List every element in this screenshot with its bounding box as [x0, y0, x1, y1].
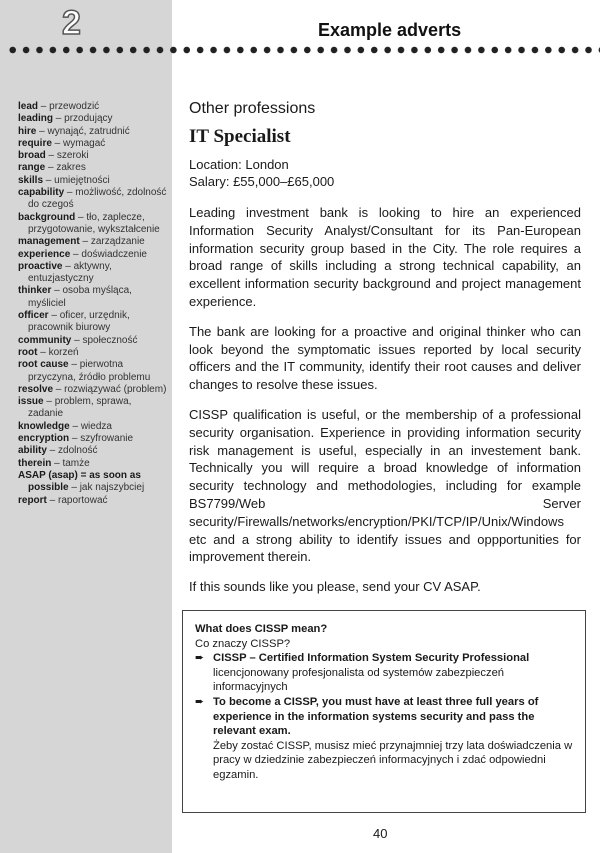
- glossary-separator: –: [36, 125, 48, 137]
- glossary-separator: –: [68, 359, 80, 371]
- dotted-divider: [6, 43, 600, 57]
- advert-paragraph: The bank are looking for a proactive and original thinker who can look beyond the symptomatic issues reported by local security officers and the IT community, identify their root causes and deliver changes to resolve these issues.: [189, 323, 581, 393]
- glossary-entry: [18, 384, 168, 396]
- glossary-definition: korzeń: [48, 346, 79, 358]
- arrow-right-icon: ➨: [195, 695, 205, 708]
- chapter-number: 2: [62, 4, 81, 42]
- glossary-definition: społeczność: [82, 334, 138, 346]
- glossary-definition: problem, sprawa, zadanie: [28, 396, 132, 420]
- info-item-pl: licencjonowany profesjonalista od systemów zabezpieczeń informacyjnych: [213, 666, 505, 694]
- info-question-pl: Co znaczy CISSP?: [195, 637, 291, 650]
- glossary-separator: –: [48, 310, 60, 322]
- glossary-term: broad: [18, 150, 46, 162]
- glossary-definition: zakres: [56, 162, 86, 174]
- glossary-term: hire: [18, 125, 37, 137]
- glossary-entry: [18, 396, 168, 421]
- glossary-separator: –: [79, 236, 91, 248]
- glossary-separator: –: [46, 445, 59, 457]
- glossary-definition: tło, zaplecze, przygotowanie, wykształcenie: [28, 211, 160, 235]
- glossary-term: root cause: [18, 359, 69, 371]
- glossary-definition: zarządzanie: [90, 236, 145, 248]
- glossary-entry: [18, 162, 168, 174]
- glossary-entry: [18, 236, 168, 248]
- glossary-separator: –: [53, 383, 65, 395]
- glossary-term: ability: [18, 445, 47, 457]
- glossary-entry: [18, 347, 168, 359]
- glossary-entry: [18, 150, 168, 162]
- glossary-entry: [18, 359, 168, 384]
- glossary-separator: –: [53, 113, 65, 125]
- glossary-definition: tamże: [62, 457, 90, 469]
- glossary-definition: jak najszybciej: [79, 482, 145, 494]
- glossary-term: encryption: [18, 433, 70, 445]
- glossary-separator: –: [75, 211, 87, 223]
- glossary-entry: [18, 310, 168, 335]
- glossary-definition: szyfrowanie: [80, 433, 134, 445]
- glossary-separator: –: [43, 174, 55, 186]
- glossary-definition: przodujący: [64, 113, 113, 125]
- glossary-separator: –: [38, 101, 50, 112]
- section-heading: Other professions: [189, 100, 316, 117]
- glossary-separator: –: [43, 396, 55, 408]
- glossary-definition: możliwość, zdolność do czegoś: [28, 187, 167, 211]
- glossary-entry: [18, 101, 168, 113]
- glossary-term: capability: [18, 187, 65, 199]
- glossary-entry: [18, 187, 168, 212]
- glossary-separator: –: [45, 150, 57, 162]
- location-line: Location: London: [189, 157, 289, 172]
- glossary-term: skills: [18, 174, 44, 186]
- glossary-entry: [18, 212, 168, 237]
- glossary-entry: [18, 470, 168, 495]
- glossary-definition: wymagać: [63, 137, 106, 149]
- glossary-entry: [18, 421, 168, 433]
- glossary-term: issue: [18, 396, 44, 408]
- glossary-list: [18, 101, 168, 507]
- advert-paragraph: CISSP qualification is useful, or the membership of a professional security organisation. Experience in providing information security risk management is useful, especially in an investement bank. Technically you will require a broad knowledge of information security technology and methodologies, including for example BS7799/Web Server security/Firewalls/networks/encryption/PKI/TCP/IP/Unix/Windows etc and a strong ability to identify issues and oppportunities for improvement therein.: [189, 406, 581, 565]
- glossary-entry: [18, 175, 168, 187]
- glossary-entry: [18, 285, 168, 310]
- glossary-definition: pierwotna przyczyna, źródło problemu: [28, 359, 151, 383]
- glossary-separator: –: [69, 433, 81, 445]
- glossary-term: knowledge: [18, 420, 70, 432]
- glossary-entry: [18, 126, 168, 138]
- arrow-right-icon: ➨: [195, 652, 205, 665]
- glossary-definition: doświadczenie: [81, 248, 147, 260]
- info-question: What does CISSP mean?: [195, 623, 328, 635]
- glossary-separator: –: [45, 162, 57, 174]
- glossary-entry: [18, 335, 168, 347]
- info-item: [195, 695, 575, 783]
- glossary-term: community: [18, 334, 72, 346]
- glossary-separator: –: [51, 137, 64, 149]
- glossary-entry: [18, 138, 168, 150]
- page-number: 40: [373, 826, 388, 841]
- glossary-term: ASAP (asap) = as soon as possible: [18, 469, 141, 494]
- glossary-entry: [18, 249, 168, 261]
- section-header-title: Example adverts: [318, 20, 462, 40]
- info-item-en: CISSP – Certified Information System Security Professional: [213, 652, 530, 665]
- glossary-term: officer: [18, 310, 49, 322]
- glossary-entry: [18, 113, 168, 125]
- glossary-term: leading: [18, 113, 54, 125]
- glossary-definition: zdolność: [58, 445, 98, 457]
- glossary-separator: –: [46, 494, 59, 506]
- glossary-term: experience: [18, 248, 71, 260]
- glossary-entry: [18, 445, 168, 457]
- glossary-separator: –: [51, 457, 63, 469]
- glossary-definition: przewodzić: [49, 101, 100, 112]
- glossary-separator: –: [37, 346, 49, 358]
- advert-paragraph: If this sounds like you please, send your CV ASAP.: [189, 579, 481, 595]
- glossary-definition: wiedza: [80, 420, 112, 432]
- glossary-separator: –: [68, 482, 80, 494]
- glossary-definition: rozwiązywać (problem): [64, 383, 167, 395]
- info-item: [195, 651, 575, 695]
- glossary-term: require: [18, 137, 52, 149]
- glossary-definition: raportować: [58, 494, 108, 506]
- glossary-definition: oficer, urzędnik, pracownik biurowy: [28, 310, 130, 334]
- glossary-term: range: [18, 162, 46, 174]
- glossary-definition: wynająć, zatrudnić: [47, 125, 130, 137]
- glossary-separator: –: [62, 260, 74, 272]
- advert-paragraph: Leading investment bank is looking to hire an experienced Information Security Analyst/Consultant for its Pan-European information security group based in the City. The role requires a broad range of skills including a strong technical capability, an excellent information security background and project management experience.: [189, 205, 581, 309]
- glossary-separator: –: [70, 248, 82, 260]
- glossary-separator: –: [64, 187, 76, 199]
- glossary-term: resolve: [18, 383, 54, 395]
- glossary-entry: [18, 261, 168, 286]
- job-title: IT Specialist: [189, 126, 291, 147]
- advert-main: [189, 100, 581, 596]
- glossary-definition: umiejętności: [54, 174, 110, 186]
- glossary-term: report: [18, 494, 47, 506]
- glossary-term: root: [18, 346, 38, 358]
- glossary-entry: [18, 458, 168, 470]
- glossary-term: management: [18, 236, 80, 248]
- glossary-separator: –: [69, 420, 81, 432]
- glossary-term: lead: [18, 101, 39, 112]
- info-item-en: To become a CISSP, you must have at least three full years of experience in the information systems security and pass the relevant exam.: [213, 695, 539, 738]
- glossary-term: background: [18, 211, 76, 223]
- glossary-entry: [18, 433, 168, 445]
- glossary-separator: –: [51, 285, 63, 297]
- glossary-definition: aktywny, entuzjastyczny: [28, 260, 112, 285]
- glossary-definition: osoba myśląca, myśliciel: [28, 285, 132, 309]
- glossary-term: therein: [18, 457, 52, 469]
- glossary-term: proactive: [18, 260, 63, 272]
- info-item-pl: Żeby zostać CISSP, musisz mieć przynajmniej trzy lata doświadczenia w pracy w dziedzinie zabezpieczeń informacyjnych i zdać odpowiedni egzamin.: [213, 739, 573, 781]
- glossary-separator: –: [71, 334, 83, 346]
- salary-line: Salary: £55,000–£65,000: [189, 174, 335, 189]
- cissp-info-box: [182, 610, 586, 813]
- glossary-entry: [18, 495, 168, 507]
- glossary-term: thinker: [18, 285, 52, 297]
- glossary-definition: szeroki: [56, 150, 89, 162]
